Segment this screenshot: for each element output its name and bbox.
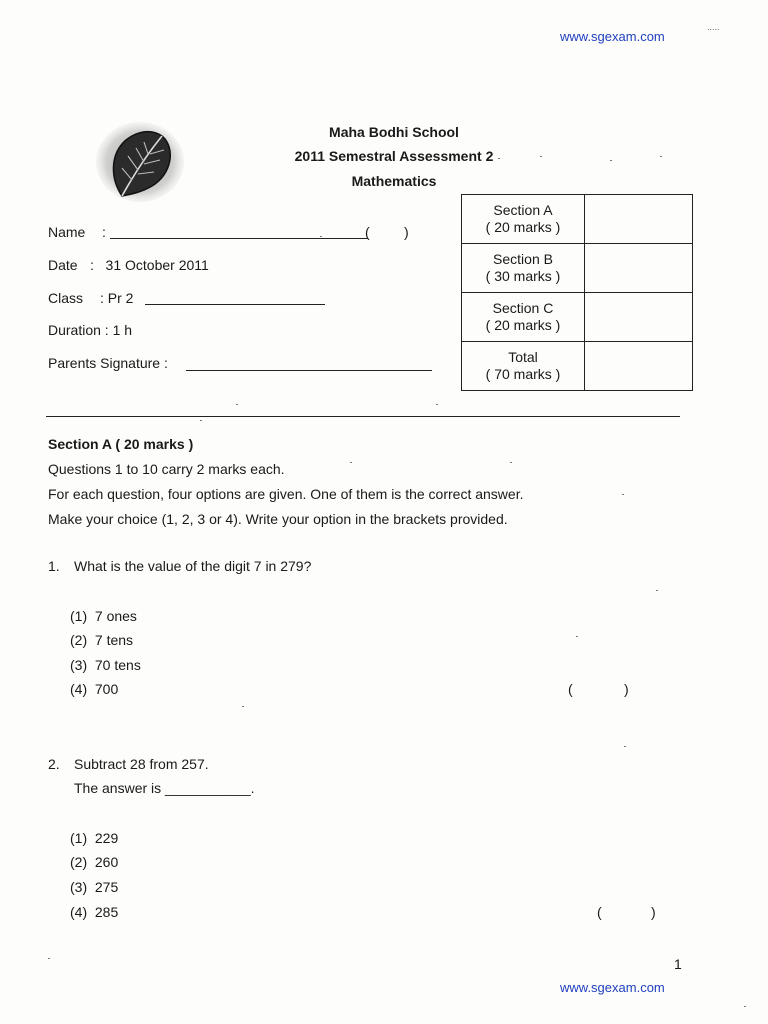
school-logo-icon [92,118,188,206]
option-item: (3) 70 tens [70,657,141,673]
answer-bracket-open: ( [568,681,573,697]
scan-speck [744,1006,746,1007]
section-divider [46,416,680,417]
scan-speck [436,404,438,405]
index-paren-open: ( [365,224,370,240]
option-item: (4) 285 [70,904,119,920]
option-item: (1) 7 ones [70,608,137,624]
scan-speck [498,158,500,159]
marks-table [461,194,693,391]
option-item: (1) 229 [70,830,119,846]
marks-row-section-b [462,244,693,293]
marks-score-cell [585,342,693,391]
question-number: 1. [48,558,60,574]
scan-speck [610,160,612,161]
scan-speck [200,420,202,421]
duration-label: Duration : 1 h [48,322,133,338]
name-field[interactable] [110,238,368,239]
site-link-top[interactable]: www.sgexam.com [560,29,665,44]
class-value: : Pr 2 [100,290,134,306]
scan-speck [320,236,322,237]
name-colon: : [102,224,106,240]
scan-speck [350,462,352,463]
class-field[interactable] [145,304,325,305]
answer-bracket-open: ( [597,904,602,920]
subject-title: Mathematics [351,173,437,189]
marks-label-cell: Section A ( 20 marks ) [462,195,585,244]
scan-speck [510,462,512,463]
answer-bracket-close: ) [624,681,629,697]
scan-speck [576,636,578,637]
scan-speck [48,958,50,959]
page-number: 1 [674,956,682,972]
class-label: Class [48,290,84,306]
marks-score-cell [585,195,693,244]
question-text: What is the value of the digit 7 in 279? [74,558,312,574]
option-item: (3) 275 [70,879,119,895]
question-text-answer-line: The answer is ___________. [74,780,255,796]
site-link-bottom[interactable]: www.sgexam.com [560,980,665,995]
marks-row-section-c [462,293,693,342]
marks-row-section-a [462,195,693,244]
scan-speck [622,494,624,495]
instruction-line: For each question, four options are given. One of them is the correct answer. [48,486,524,502]
index-paren-close: ) [404,224,409,240]
section-a-heading: Section A ( 20 marks ) [48,436,194,452]
marks-label-cell: Section B ( 30 marks ) [462,244,585,293]
question-number: 2. [48,756,60,772]
scan-speck [656,590,658,591]
marks-row-total [462,342,693,391]
scan-speck [624,746,626,747]
marks-score-cell [585,293,693,342]
corner-dots: ..... [707,22,720,32]
instruction-line: Questions 1 to 10 carry 2 marks each. [48,461,285,477]
signature-field[interactable] [186,370,432,371]
marks-label-cell: Section C ( 20 marks ) [462,293,585,342]
date-label: Date [48,257,78,273]
name-label: Name [48,224,86,240]
date-value: : 31 October 2011 [90,257,209,273]
assessment-title: 2011 Semestral Assessment 2 [294,148,494,164]
scan-speck [242,706,244,707]
answer-bracket-close: ) [651,904,656,920]
scan-speck [540,156,542,157]
marks-label-cell: Total ( 70 marks ) [462,342,585,391]
scan-speck [660,156,662,157]
option-item: (2) 7 tens [70,632,134,648]
school-name: Maha Bodhi School [329,124,459,140]
scan-speck [236,404,238,405]
signature-label: Parents Signature : [48,355,168,371]
option-item: (2) 260 [70,854,119,870]
question-text: Subtract 28 from 257. [74,756,209,772]
option-item: (4) 700 [70,681,119,697]
marks-score-cell [585,244,693,293]
instruction-line: Make your choice (1, 2, 3 or 4). Write your option in the brackets provided. [48,511,508,527]
